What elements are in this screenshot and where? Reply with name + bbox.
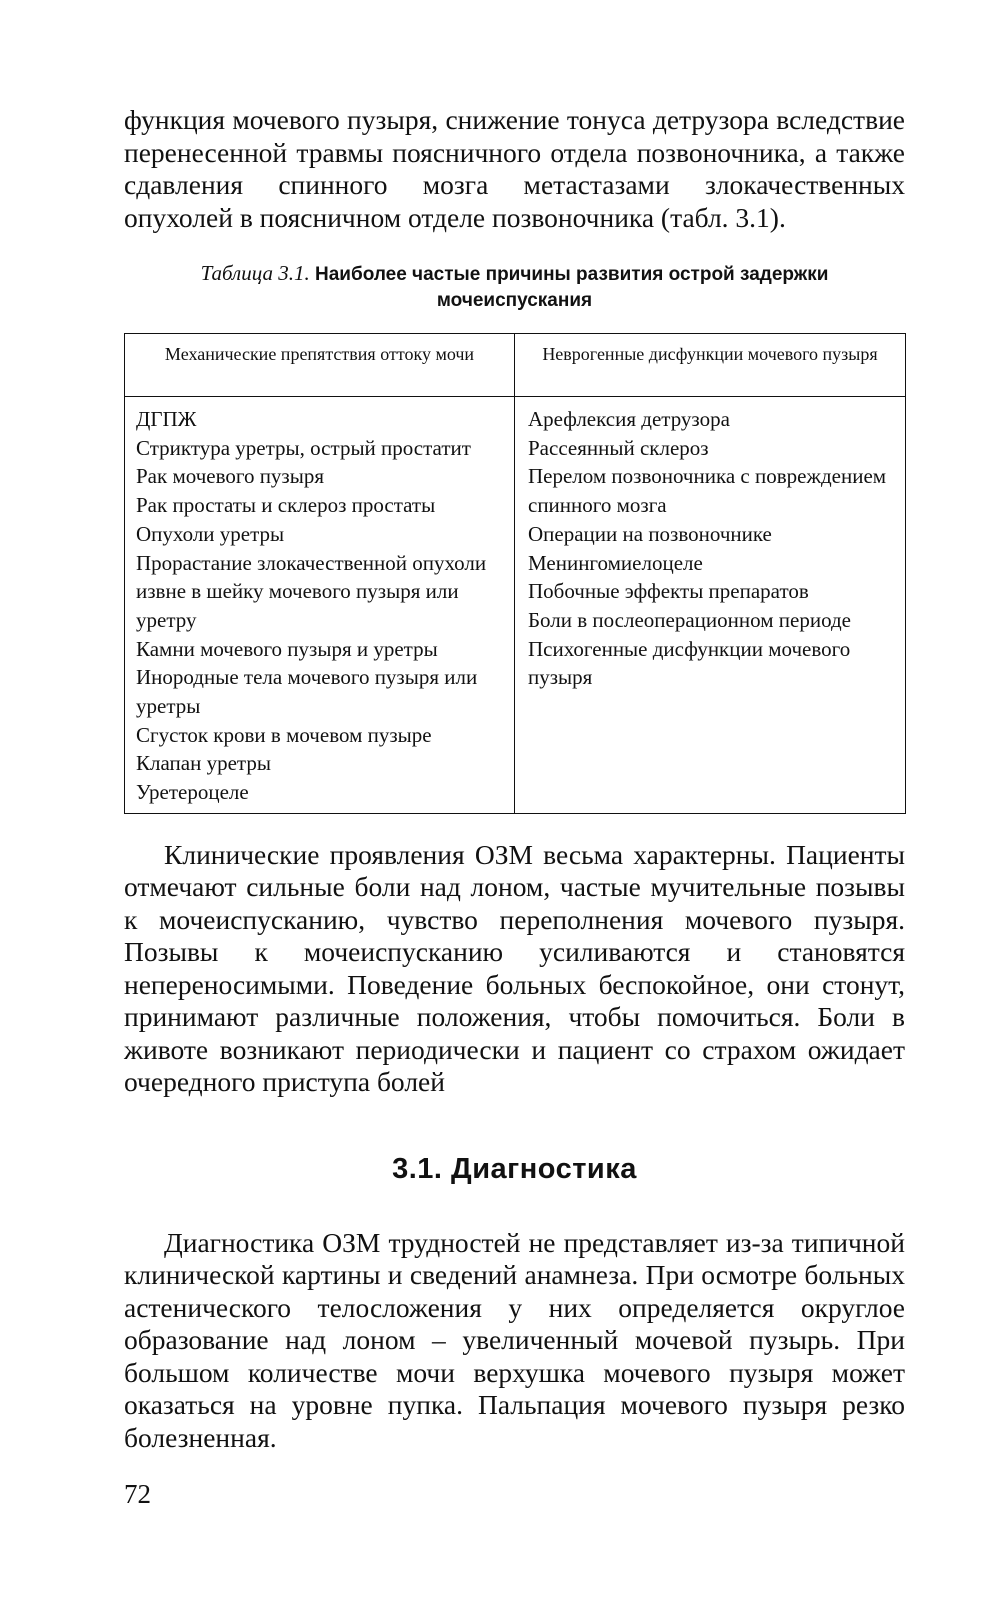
header-neurogenic: Неврогенные дисфункции мочевого пузыря bbox=[515, 334, 906, 397]
list-item: Прорастание злокачественной опухоли извне в шейку мочевого пузыря или уретру bbox=[136, 550, 487, 632]
table-caption bbox=[124, 260, 905, 314]
list-item: Клапан уретры bbox=[136, 751, 271, 776]
table-row bbox=[125, 397, 906, 814]
list-item: Сгусток крови в мочевом пузыре bbox=[136, 722, 432, 747]
list-item: Менингомиелоцеле bbox=[528, 550, 703, 575]
list-item: Перелом позвоночника с повреждением спинного мозга bbox=[528, 464, 887, 518]
list-item: Уретероцеле bbox=[136, 780, 249, 805]
table-caption-title: Наиболее частые причины развития острой задержки мочеиспускания bbox=[314, 264, 829, 311]
causes-table bbox=[124, 333, 906, 814]
clinical-paragraph: Клинические проявления ОЗМ весьма характерны. Пациенты отмечают сильные боли над лоном, частые мучительные позывы к мочеиспусканию, чувство переполнения мочевого пузыря. Позывы к мочеиспусканию усиливаются и становятся непереносимыми. Поведение больных беспокойное, они стонут, принимают различные положения, чтобы помочиться. Боли в животе возникают периодически и пациент со страхом ожидает очередного приступа болей bbox=[124, 838, 905, 1098]
section-heading: 3.1. Диагностика bbox=[392, 1152, 637, 1185]
header-mechanical: Механические препятствия оттоку мочи bbox=[125, 334, 515, 397]
table-caption-label: Таблица 3.1. bbox=[200, 261, 310, 285]
page-number: 72 bbox=[124, 1479, 151, 1509]
list-item: Рассеянный склероз bbox=[528, 435, 709, 460]
list-item: Рак мочевого пузыря bbox=[136, 464, 324, 489]
list-item: Инородные тела мочевого пузыря или уретры bbox=[136, 665, 478, 719]
list-item: Опухоли уретры bbox=[136, 521, 285, 546]
list-item: Рак простаты и склероз простаты bbox=[136, 493, 436, 518]
list-item: Камни мочевого пузыря и уретры bbox=[136, 636, 438, 661]
list-item: Психогенные дисфункции мочевого пузыря bbox=[528, 636, 851, 690]
list-item: Операции на позвоночнике bbox=[528, 521, 772, 546]
list-item: Арефлексия детрузора bbox=[528, 407, 730, 431]
diagnosis-paragraph: Диагностика ОЗМ трудностей не представляет из-за типичной клинической картины и сведений анамнеза. При осмотре больных астенического телосложения у них определяется округлое образование над лоном – увеличенный мочевой пузырь. При большом количестве мочи верхушка мочевого пузыря может оказаться на уровне пупка. Пальпация мочевого пузыря резко болезненная. bbox=[124, 1226, 905, 1453]
neurogenic-causes-cell bbox=[515, 397, 906, 814]
intro-paragraph: функция мочевого пузыря, снижение тонуса детрузора вследствие перенесенной травмы поясничного отдела позвоночника, а также сдавления спинного мозга метастазами злокачественных опухолей в поясничном отделе позвоночника (табл. 3.1). bbox=[124, 104, 905, 233]
page-body bbox=[124, 104, 905, 1454]
list-item: Побочные эффекты препаратов bbox=[528, 579, 809, 604]
mechanical-causes-cell bbox=[125, 397, 515, 814]
list-item: Стриктура уретры, острый простатит bbox=[136, 435, 471, 460]
table-header-row bbox=[125, 334, 906, 397]
list-item: ДГПЖ bbox=[136, 407, 197, 431]
list-item: Боли в послеоперационном периоде bbox=[528, 607, 851, 632]
